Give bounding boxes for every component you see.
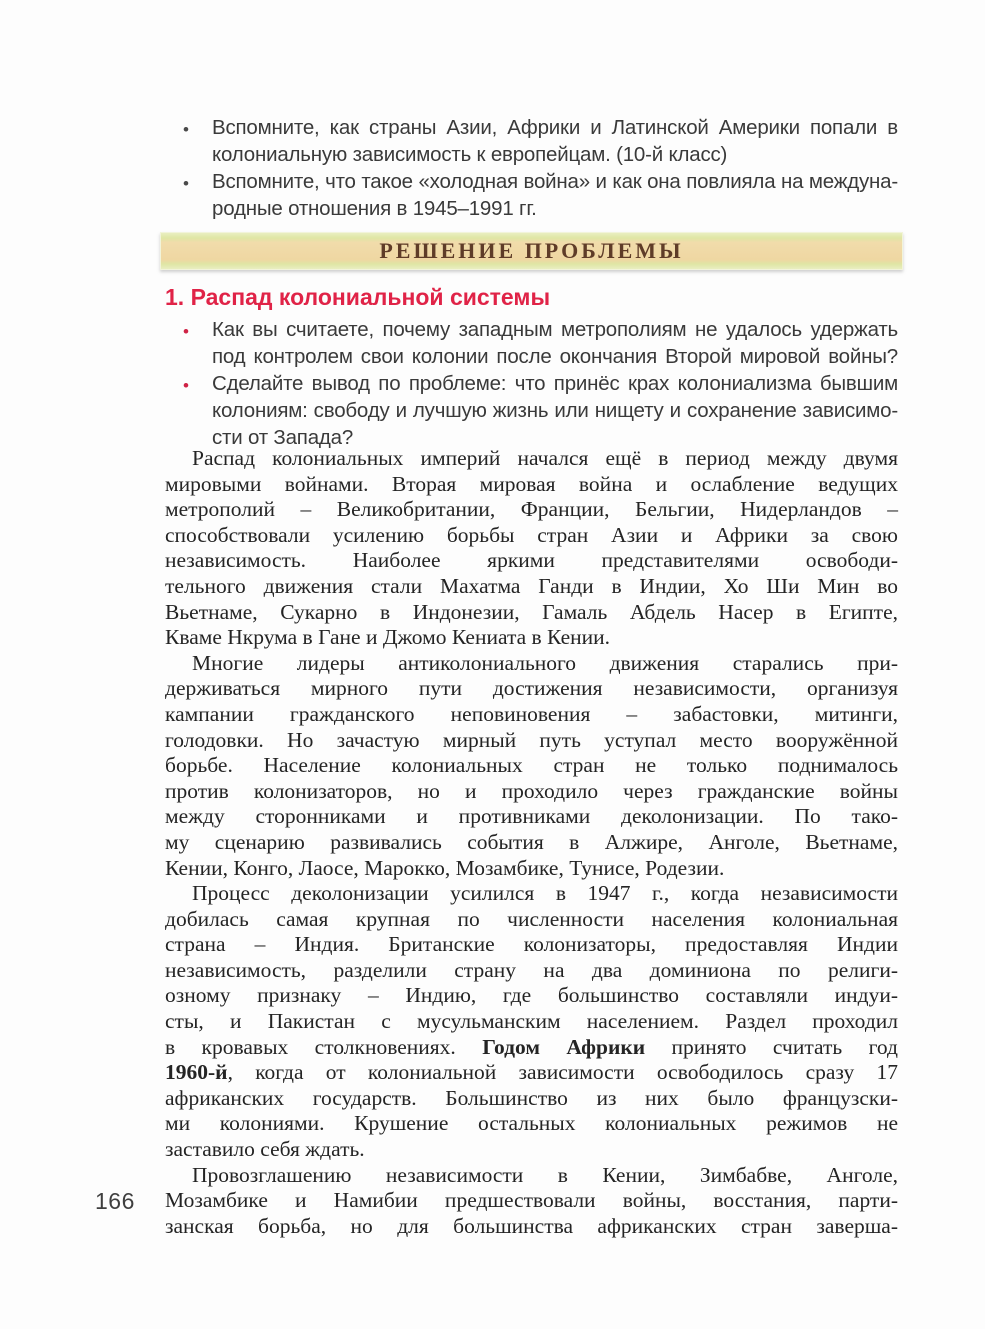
text-line: Мозамбике и Намибии предшествовали войны, восстания, парти- (165, 1188, 898, 1213)
text-line: борьбе. Население колониальных стран не только поднималось (165, 753, 898, 778)
list-item (165, 114, 898, 168)
text-line: Вспомните, как страны Азии, Африки и Латинской Америки попали в (212, 116, 898, 139)
text-line: способствовали усилению борьбы стран Азии и Африки за свою (165, 522, 898, 547)
text-line: держиваться мирного пути достижения независимости, организуя (165, 676, 898, 701)
question-list (165, 316, 898, 451)
page-number: 166 (95, 1188, 135, 1214)
text-line: мировыми войнами. Вторая мировая война и ослабление ведущих (165, 471, 898, 496)
text-line: родные отношения в 1945–1991 гг. (212, 197, 537, 220)
text-line: колониям: свободу и лучшую жизнь или нищету и сохранение зависимо- (212, 399, 898, 422)
text-column (165, 0, 898, 1239)
bullet-icon: • (183, 322, 189, 341)
banner-label: РЕШЕНИЕ ПРОБЛЕМЫ (379, 238, 684, 263)
text-line: кампании гражданского неповиновения – забастовки, митинги, (165, 701, 898, 726)
text-line: страна – Индия. Британские колонизаторы, предоставляя Индии (165, 932, 898, 957)
text-line: независимость, разделили страну на два доминиона по религи- (165, 957, 898, 982)
text-line: Как вы считаете, почему западным метрополиям не удалось удержать (212, 318, 898, 341)
text-line: добилась самая крупная по численности населения колониальная (165, 906, 898, 931)
text-line: под контролем свои колонии после окончания Второй мировой войны? (212, 345, 898, 368)
text-line: Вьетнаме, Сукарно в Индонезии, Гамаль Абдель Насер в Египте, (165, 599, 898, 624)
text-line: африканских государств. Большинство из них было французски- (165, 1085, 898, 1110)
text-line: колониальную зависимость к европейцам. (10-й класс) (212, 143, 728, 166)
text-line: в кровавых столкновениях. Годом Африки принято считать год (165, 1034, 898, 1059)
text-line: Провозглашению независимости в Кении, Зимбабве, Анголе, (192, 1162, 898, 1187)
text-line: озному признаку – Индию, где большинство составляли индуи- (165, 983, 898, 1008)
bullet-icon: • (183, 376, 189, 395)
text-line: Распад колониальных империй начался ещё в период между двумя (192, 446, 898, 470)
text-line: ми колониями. Крушение остальных колониальных режимов не (165, 1111, 898, 1136)
text-line: метрополий – Великобритании, Франции, Бельгии, Нидерландов – (165, 497, 898, 522)
paragraph (165, 1163, 898, 1240)
text-line: сти от Запада? (212, 426, 354, 449)
paragraph (165, 446, 898, 651)
text-line: заставило себя ждать. (165, 1137, 365, 1162)
paragraph (165, 651, 898, 881)
text-line: тельного движения стали Махатма Ганди в Индии, Хо Ши Мин во (165, 573, 898, 598)
list-item (165, 316, 898, 370)
text-line: между сторонниками и противниками деколонизации. По тако- (165, 804, 898, 829)
text-line: му сценарию развивались события в Алжире, Анголе, Вьетнаме, (165, 829, 898, 854)
text-line: Кении, Конго, Лаосе, Марокко, Мозамбике, Тунисе, Родезии. (165, 855, 725, 880)
text-line: Сделайте вывод по проблеме: что принёс крах колониализма бывшим (212, 372, 898, 395)
paragraph (165, 881, 898, 1163)
body-text (165, 446, 898, 1239)
text-line: Вспомните, что такое «холодная война» и как она повлияла на междуна- (212, 170, 898, 193)
text-line: голодовки. Но зачастую мирный путь уступал место вооружённой (165, 727, 898, 752)
text-line: Процесс деколонизации усилился в 1947 г., когда независимости (192, 881, 898, 906)
text-line: Многие лидеры антиколониального движения старались при- (192, 650, 898, 675)
section-banner (160, 232, 903, 270)
text-line: сты, и Пакистан с мусульманским населением. Раздел проходил (165, 1009, 898, 1034)
section-heading: 1. Распад колониальной системы (165, 284, 551, 310)
bullet-icon: • (183, 120, 189, 139)
recall-list (165, 114, 898, 222)
text-line: Кваме Нкрума в Гане и Джомо Кениата в Кении. (165, 625, 611, 650)
text-line: занская борьба, но для большинства африканских стран заверша- (165, 1213, 898, 1238)
list-item (165, 370, 898, 451)
list-item (165, 168, 898, 222)
text-line: независимость. Наиболее яркими представителями освободи- (165, 548, 898, 573)
bullet-icon: • (183, 174, 189, 193)
text-line: 1960-й, когда от колониальной зависимости освободилось сразу 17 (165, 1060, 898, 1085)
text-line: против колонизаторов, но и проходило через гражданские войны (165, 778, 898, 803)
